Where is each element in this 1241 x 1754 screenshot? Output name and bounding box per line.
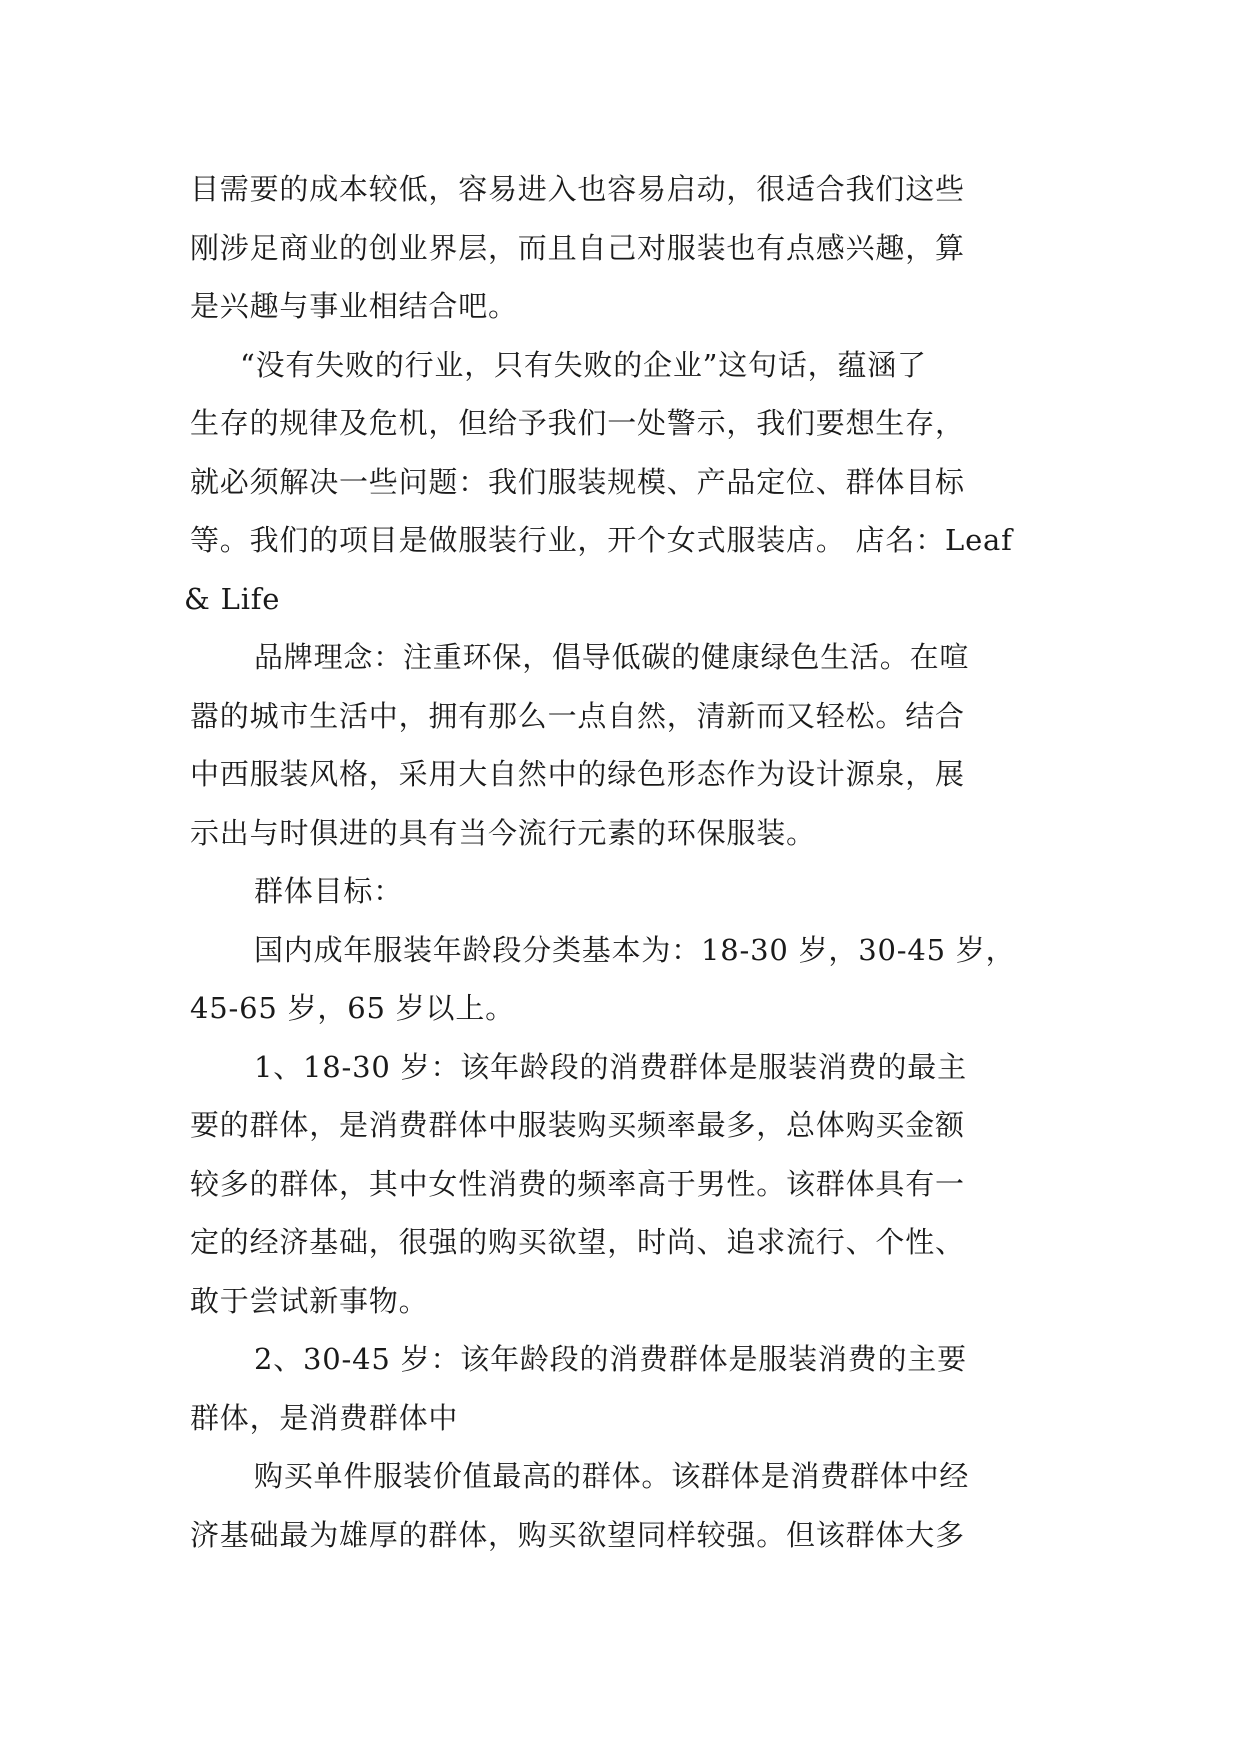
text-line: 就必须解决一些问题：我们服装规模、产品定位、群体目标 bbox=[190, 464, 965, 499]
text-line: 是兴趣与事业相结合吧。 bbox=[190, 289, 518, 323]
text-line: 定的经济基础，很强的购买欲望，时尚、追求流行、个性、 bbox=[190, 1225, 965, 1259]
text-line: 45-65 岁，65 岁以上。 bbox=[190, 991, 515, 1025]
text-line: 目需要的成本较低，容易进入也容易启动，很适合我们这些 bbox=[190, 172, 965, 206]
paragraph-segment-1 bbox=[190, 1038, 1052, 1331]
text-line: 刚涉足商业的创业界层，而且自己对服装也有点感兴趣，算 bbox=[190, 230, 965, 265]
text-line: 2、30-45 岁：该年龄段的消费群体是服装消费的主要 bbox=[254, 1342, 967, 1376]
text-line: 敢于尝试新事物。 bbox=[190, 1283, 429, 1318]
text-line: 购买单件服装价值最高的群体。该群体是消费群体中经 bbox=[254, 1459, 970, 1493]
text-line: 等。我们的项目是做服装行业，开个女式服装店。 店名：Leaf bbox=[190, 523, 1013, 557]
paragraph-quote bbox=[184, 336, 1052, 629]
paragraph-age-segments bbox=[190, 921, 1052, 1038]
text-line: 生存的规律及危机，但给予我们一处警示，我们要想生存， bbox=[190, 406, 965, 440]
text-line: 国内成年服装年龄段分类基本为：18-30 岁，30-45 岁， bbox=[254, 932, 1016, 967]
text-line: 1、18-30 岁：该年龄段的消费群体是服装消费的最主 bbox=[254, 1049, 967, 1084]
paragraph-segment-2 bbox=[190, 1330, 1052, 1447]
document-body bbox=[184, 160, 1052, 1564]
text-line: 示出与时俱进的具有当今流行元素的环保服装。 bbox=[190, 815, 816, 850]
text-line: 群体，是消费群体中 bbox=[190, 1400, 459, 1435]
paragraph-brand-concept bbox=[190, 628, 1052, 862]
text-line: & Life bbox=[184, 581, 281, 616]
text-line: 嚣的城市生活中，拥有那么一点自然，清新而又轻松。结合 bbox=[190, 698, 965, 733]
paragraph bbox=[190, 160, 1052, 336]
text-line: 要的群体，是消费群体中服装购买频率最多，总体购买金额 bbox=[190, 1108, 965, 1142]
text-line: 中西服装风格，采用大自然中的绿色形态作为设计源泉，展 bbox=[190, 757, 965, 791]
text-line: 济基础最为雄厚的群体，购买欲望同样较强。但该群体大多 bbox=[190, 1517, 965, 1552]
paragraph-segment-2-continued bbox=[190, 1447, 1052, 1564]
text-line: 品牌理念：注重环保，倡导低碳的健康绿色生活。在喧 bbox=[254, 640, 970, 674]
text-line: 群体目标： bbox=[254, 874, 404, 908]
paragraph-heading-target-group bbox=[190, 862, 1052, 921]
text-line: 较多的群体，其中女性消费的频率高于男性。该群体具有一 bbox=[190, 1166, 965, 1201]
text-line: “没有失败的行业，只有失败的企业”这句话，蕴涵了 bbox=[240, 347, 927, 382]
